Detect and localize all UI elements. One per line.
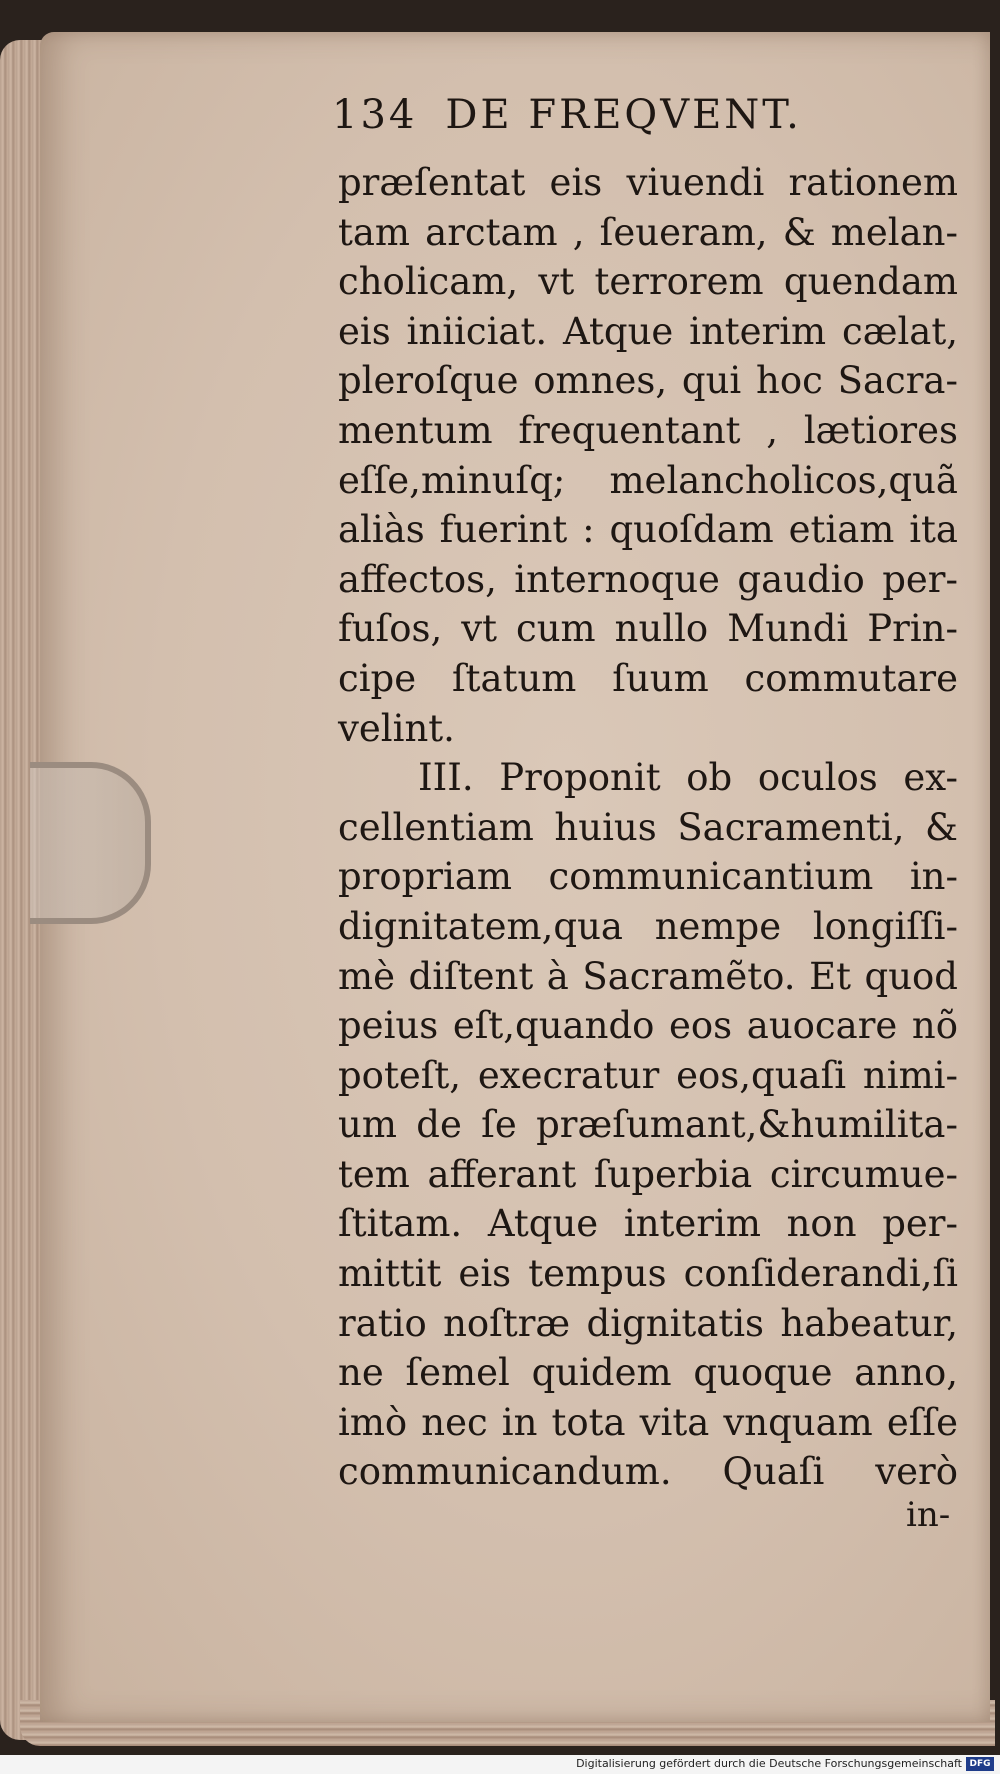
text-line: propriam communicantium in- xyxy=(338,855,958,899)
dfg-logo-icon: DFG xyxy=(966,1757,994,1771)
text-line: velint. xyxy=(338,706,455,750)
footer-credit: Digitalisierung gefördert durch die Deutsche Forschungsgemeinschaft xyxy=(576,1757,962,1770)
text-line: eſſe,minuſq; melancholicos,quã xyxy=(338,458,958,502)
text-line: præſentat eis viuendi rationem xyxy=(338,161,958,204)
text-line: poteſt, execratur eos,quaſi nimi- xyxy=(338,1053,958,1097)
page-header xyxy=(332,92,932,152)
text-line: eis iniiciat. Atque interim cælat, xyxy=(338,309,958,353)
text-line: pleroſque omnes, qui hoc Sacra- xyxy=(338,359,958,403)
text-line: cholicam, vt terrorem quendam xyxy=(338,260,958,304)
catchword: in- xyxy=(906,1495,951,1535)
page-number: 134 xyxy=(332,92,418,138)
text-line: tem afferant ſuperbia circumue- xyxy=(338,1152,958,1196)
text-line: dignitatem,qua nempe longiſſi- xyxy=(338,904,958,948)
text-line: aliàs fuerint : quoſdam etiam ita xyxy=(338,508,958,552)
text-line: tam arctam , ſeueram, & melan- xyxy=(338,210,958,254)
text-line: ſtitam. Atque interim non per- xyxy=(338,1202,958,1246)
text-line: ne ſemel quidem quoque anno, xyxy=(338,1351,958,1395)
running-title: DE FREQVENT. xyxy=(445,92,802,138)
text-line: affectos, internoque gaudio per- xyxy=(338,557,958,601)
body-text xyxy=(338,158,958,1497)
text-line: III. Proponit ob oculos ex- xyxy=(418,756,958,800)
text-line: peius eſt,quando eos auocare nõ xyxy=(338,1004,958,1048)
text-line: communicandum. Quaſi verò xyxy=(338,1450,958,1494)
text-line: ratio noſtræ dignitatis habeatur, xyxy=(338,1301,958,1345)
text-line: mentum frequentant , lætiores xyxy=(338,408,958,452)
text-line: mittit eis tempus conſiderandi,ſi xyxy=(338,1252,958,1296)
text-line: um de ſe præſumant,&humilita- xyxy=(338,1103,958,1147)
book-clasp xyxy=(30,762,151,924)
text-line: mè diſtent à Sacramẽto. Et quod xyxy=(338,954,958,998)
text-line: fuſos, vt cum nullo Mundi Prin- xyxy=(338,607,958,651)
text-line: cipe ſtatum ſuum commutare xyxy=(338,656,958,700)
text-line: cellentiam huius Sacramenti, & xyxy=(338,805,958,849)
text-line: imò nec in tota vita vnquam eſſe xyxy=(338,1400,958,1444)
